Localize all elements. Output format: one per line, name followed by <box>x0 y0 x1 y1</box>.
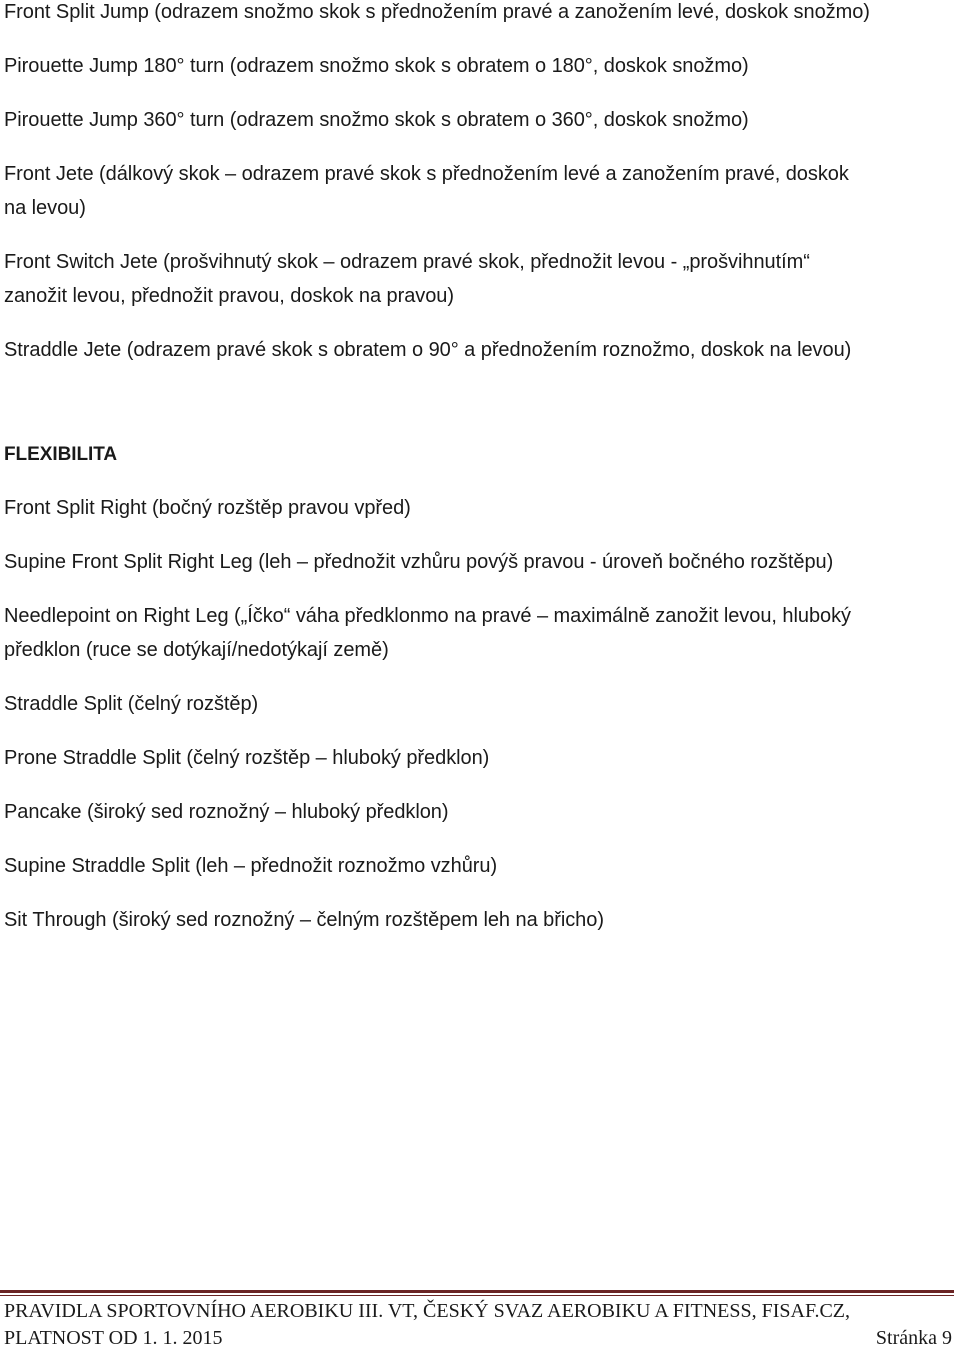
paragraph-line: Pirouette Jump 360° turn (odrazem snožmo skok s obratem o 360°, doskok snožmo) <box>4 109 749 131</box>
paragraph-line: zanožit levou, přednožit pravou, doskok na pravou) <box>4 285 454 307</box>
footer-divider <box>0 1290 954 1293</box>
footer-bottom-row <box>4 1325 952 1352</box>
paragraph-pirouette-jump-360 <box>4 103 954 137</box>
paragraph-line: Front Jete (dálkový skok – odrazem pravé skok s přednožením levé a zanožením pravé, doskok <box>4 163 849 185</box>
paragraph-line: Needlepoint on Right Leg („Íčko“ váha předklonmo na pravé – maximálně zanožit levou, hluboký <box>4 605 851 627</box>
paragraph-line: Supine Front Split Right Leg (leh – přednožit vzhůru povýš pravou - úroveň bočného rozštěpu) <box>4 551 834 573</box>
paragraph-prone-straddle-split <box>4 741 954 775</box>
paragraph-needlepoint <box>4 599 954 667</box>
paragraph-line: Front Split Right (bočný rozštěp pravou vpřed) <box>4 497 411 519</box>
section-heading-flexibilita <box>4 438 954 472</box>
paragraph-front-switch-jete <box>4 245 954 313</box>
paragraph-line: Front Switch Jete (prošvihnutý skok – odrazem pravé skok, přednožit levou - „prošvihnutím“ <box>4 251 810 273</box>
paragraph-sit-through <box>4 903 954 937</box>
paragraph-front-jete <box>4 157 954 225</box>
paragraph-line: Supine Straddle Split (leh – přednožit roznožmo vzhůru) <box>4 855 498 877</box>
paragraph-straddle-jete <box>4 333 954 367</box>
paragraph-straddle-split <box>4 687 954 721</box>
page-footer <box>4 1298 952 1352</box>
footer-divider-thin <box>0 1295 954 1296</box>
paragraph-supine-straddle-split <box>4 849 954 883</box>
paragraph-line: Straddle Split (čelný rozštěp) <box>4 693 259 715</box>
paragraph-line: Sit Through (široký sed roznožný – čelným rozštěpem leh na břicho) <box>4 909 604 931</box>
paragraph-line: předklon (ruce se dotýkají/nedotýkají země) <box>4 639 389 661</box>
paragraph-front-split-right <box>4 491 954 525</box>
paragraph-pancake <box>4 795 954 829</box>
heading-text: FLEXIBILITA <box>4 444 118 465</box>
paragraph-line: Front Split Jump (odrazem snožmo skok s přednožením pravé a zanožením levé, doskok snožmo) <box>4 1 870 23</box>
paragraph-line: Straddle Jete (odrazem pravé skok s obratem o 90° a přednožením roznožmo, doskok na levou) <box>4 339 852 361</box>
paragraph-pirouette-jump-180 <box>4 49 954 83</box>
paragraph-front-split-jump <box>4 0 954 29</box>
paragraph-line: Pancake (široký sed roznožný – hluboký předklon) <box>4 801 449 823</box>
footer-title: PRAVIDLA SPORTOVNÍHO AEROBIKU III. VT, ČESKÝ SVAZ AEROBIKU A FITNESS, FISAF.CZ, <box>4 1300 851 1322</box>
paragraph-line: Pirouette Jump 180° turn (odrazem snožmo skok s obratem o 180°, doskok snožmo) <box>4 55 749 77</box>
footer-validity: PLATNOST OD 1. 1. 2015 <box>4 1327 223 1349</box>
page-number: Stránka 9 <box>875 1327 952 1349</box>
paragraph-line: na levou) <box>4 197 86 219</box>
paragraph-line: Prone Straddle Split (čelný rozštěp – hluboký předklon) <box>4 747 490 769</box>
paragraph-supine-front-split <box>4 545 954 579</box>
